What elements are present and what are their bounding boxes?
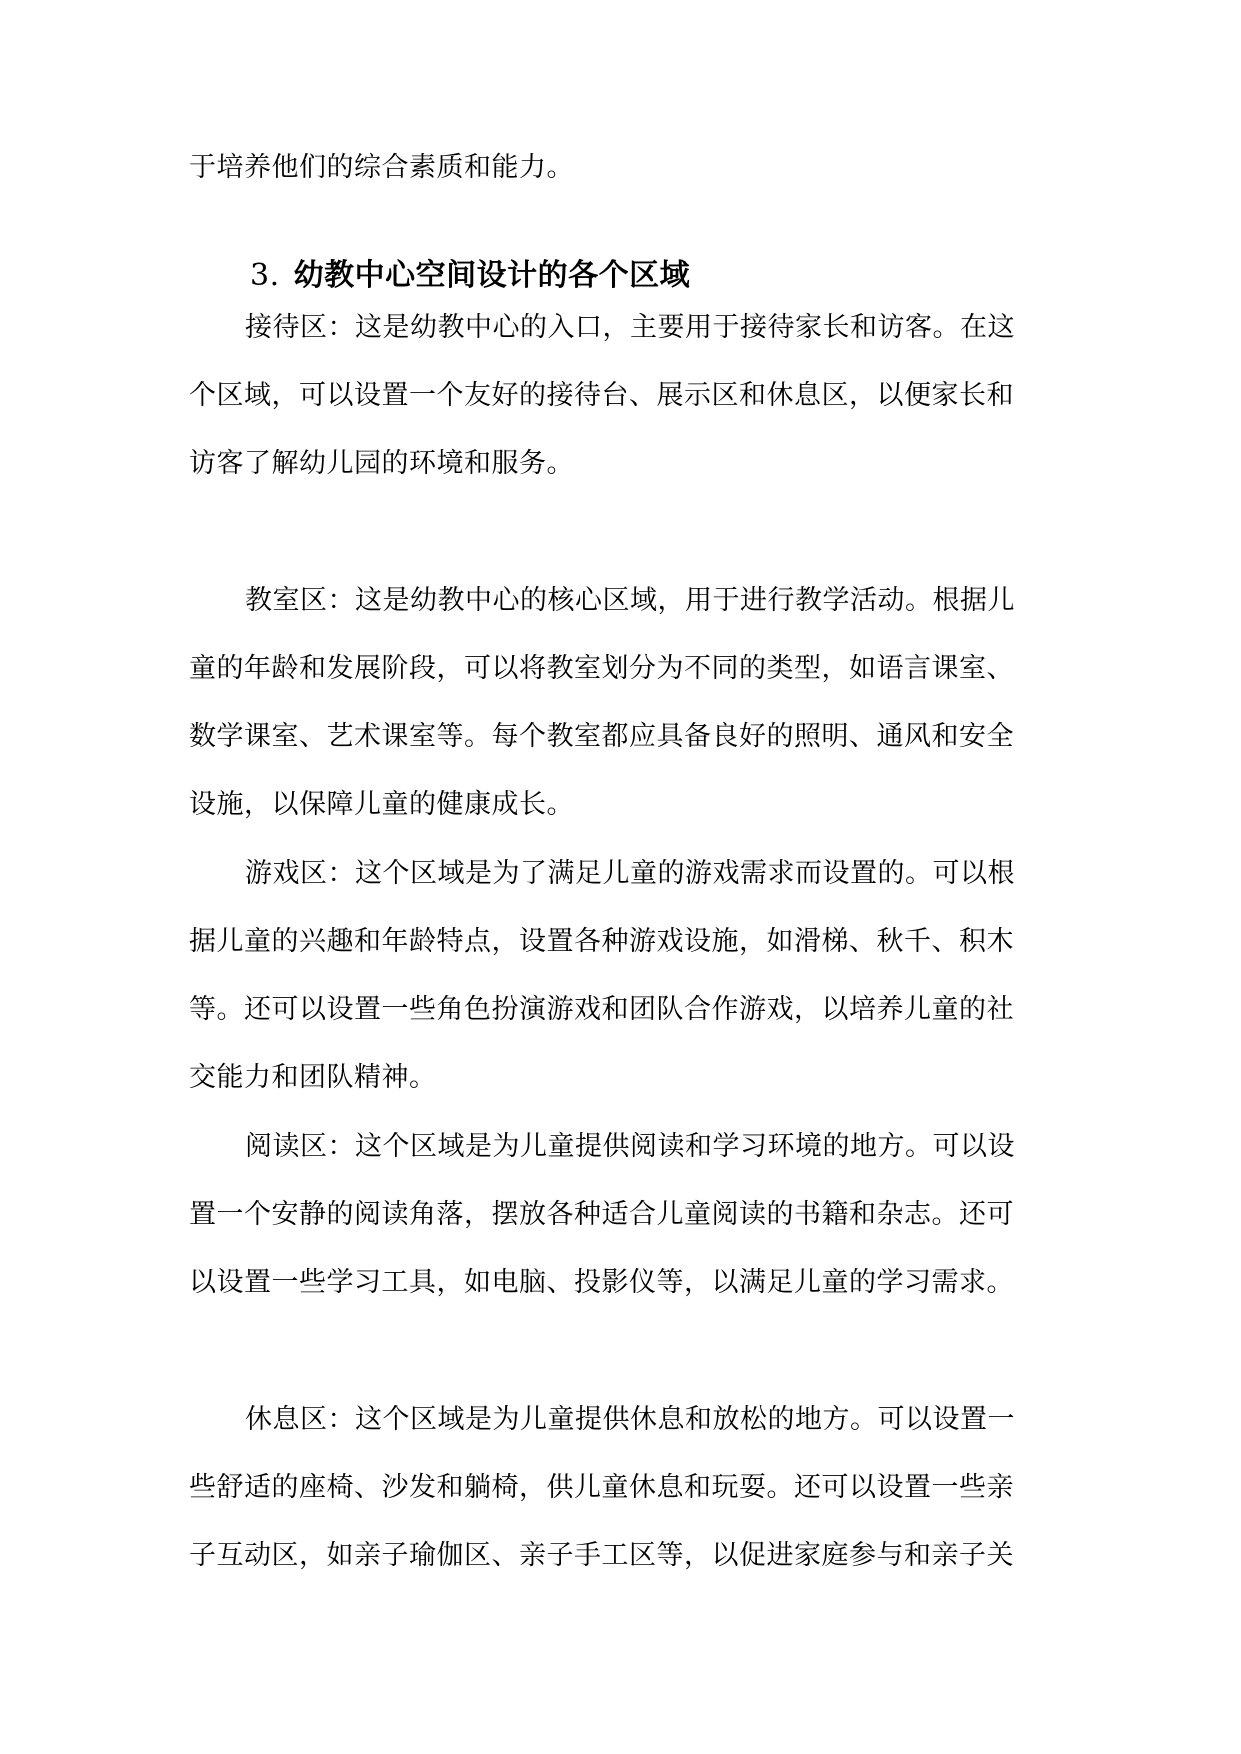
body-line: 设施，以保障儿童的健康成长。	[189, 789, 574, 820]
body-line: 交能力和团队精神。	[189, 1062, 437, 1093]
body-line: 据儿童的兴趣和年龄特点，设置各种游戏设施，如滑梯、秋千、积木	[189, 926, 1014, 957]
body-line: 休息区：这个区域是为儿童提供休息和放松的地方。可以设置一	[245, 1404, 1015, 1435]
body-line: 子互动区，如亲子瑜伽区、亲子手工区等，以促进家庭参与和亲子关	[189, 1540, 1014, 1571]
body-line: 数学课室、艺术课室等。每个教室都应具备良好的照明、通风和安全	[189, 721, 1014, 752]
section-number: 3.	[250, 258, 280, 293]
body-line: 童的年龄和发展阶段，可以将教室划分为不同的类型，如语言课室、	[189, 653, 1014, 684]
body-line: 些舒适的座椅、沙发和躺椅，供儿童休息和玩耍。还可以设置一些亲	[189, 1472, 1014, 1503]
section-title: 幼教中心空间设计的各个区域	[293, 258, 691, 293]
body-line: 接待区：这是幼教中心的入口，主要用于接待家长和访客。在这	[245, 312, 1015, 343]
body-line: 个区域，可以设置一个友好的接待台、展示区和休息区，以便家长和	[189, 380, 1014, 411]
body-line: 等。还可以设置一些角色扮演游戏和团队合作游戏，以培养儿童的社	[189, 994, 1014, 1025]
body-line: 于培养他们的综合素质和能力。	[189, 152, 574, 183]
body-line: 阅读区：这个区域是为儿童提供阅读和学习环境的地方。可以设	[245, 1131, 1015, 1162]
body-line: 访客了解幼儿园的环境和服务。	[189, 448, 574, 479]
body-line: 教室区：这是幼教中心的核心区域，用于进行教学活动。根据儿	[245, 585, 1015, 616]
body-line: 以设置一些学习工具，如电脑、投影仪等，以满足儿童的学习需求。	[189, 1267, 1014, 1298]
body-line: 游戏区：这个区域是为了满足儿童的游戏需求而设置的。可以根	[245, 858, 1015, 889]
body-line: 置一个安静的阅读角落，摆放各种适合儿童阅读的书籍和杂志。还可	[189, 1199, 1014, 1230]
section-heading	[250, 254, 690, 298]
